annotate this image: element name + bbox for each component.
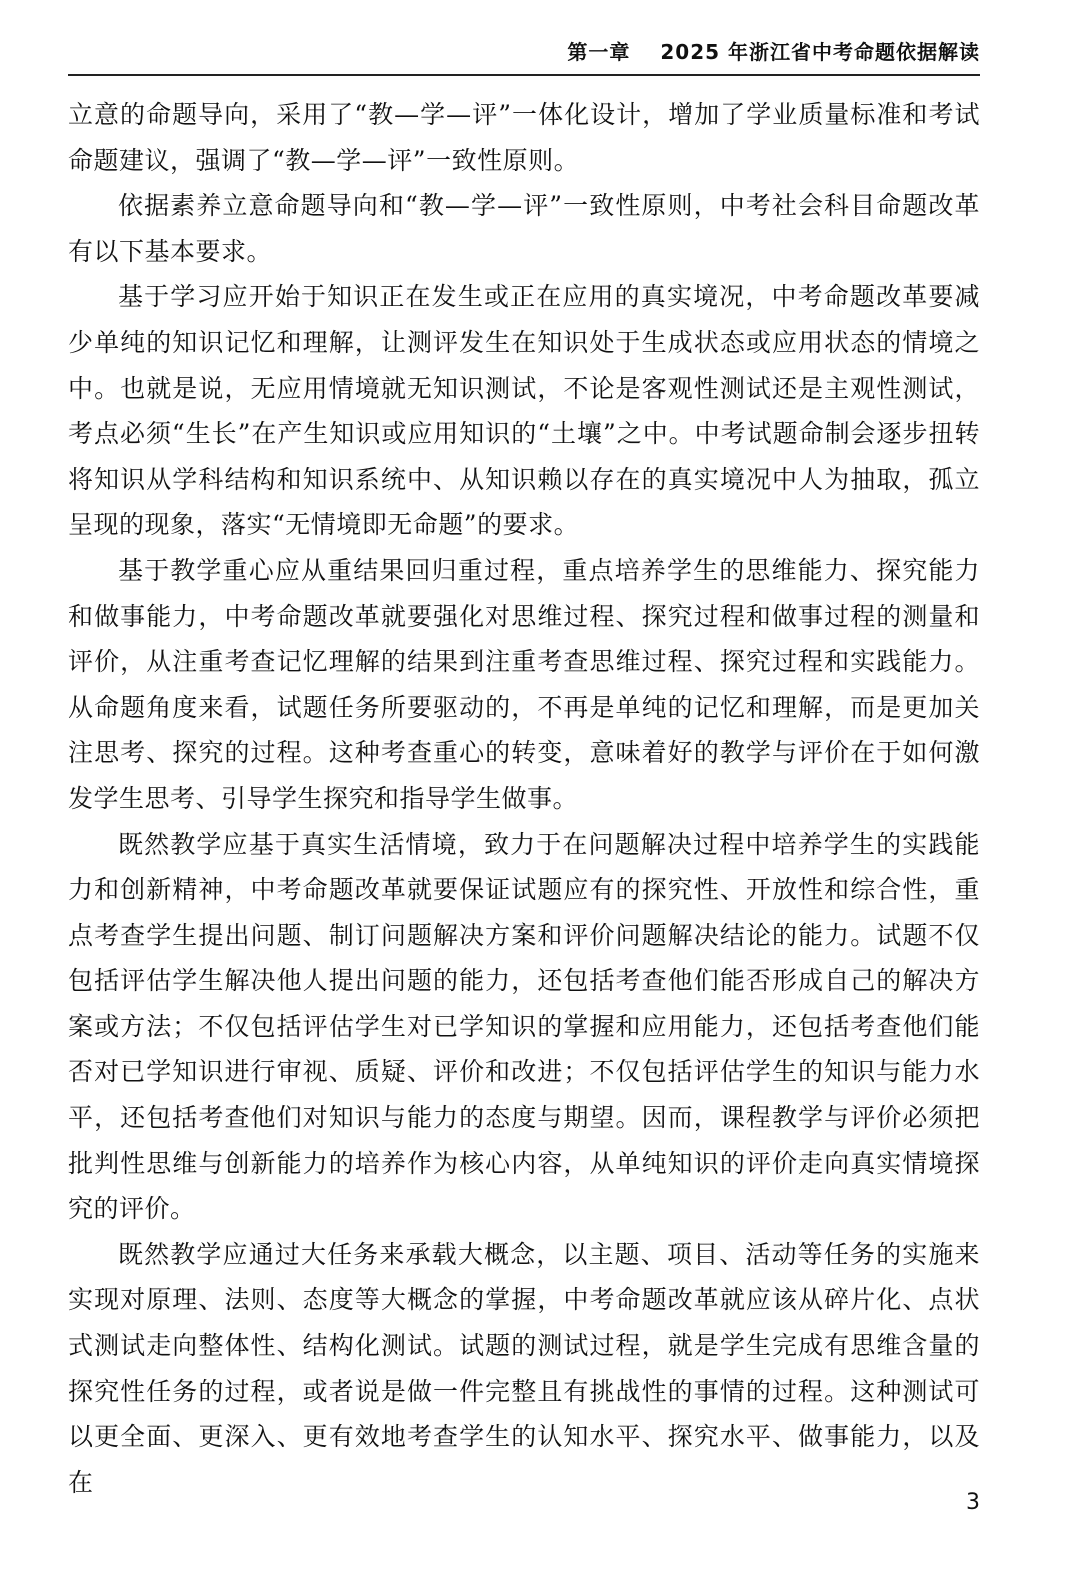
running-header [567, 36, 980, 65]
paragraph-4: 基于教学重心应从重结果回归重过程，重点培养学生的思维能力、探究能力和做事能力，中考命题改革就要强化对思维过程、探究过程和做事过程的测量和评价，从注重考查记忆理解的结果到注重考查思维过程、探究过程和实践能力。从命题角度来看，试题任务所要驱动的，不再是单纯的记忆和理解，而是更加关注思考、探究的过程。这种考查重心的转变，意味着好的教学与评价在于如何激发学生思考、引导学生探究和指导学生做事。 [68, 555, 980, 813]
paragraph-1: 立意的命题导向，采用了“教—学—评”一体化设计，增加了学业质量标准和考试命题建议，强调了“教—学—评”一致性原则。 [68, 100, 980, 175]
paragraph-5: 既然教学应基于真实生活情境，致力于在问题解决过程中培养学生的实践能力和创新精神，中考命题改革就要保证试题应有的探究性、开放性和综合性，重点考查学生提出问题、制订问题解决方案和评价问题解决结论的能力。试题不仅包括评估学生解决他人提出问题的能力，还包括考查他们能否形成自己的解决方案或方法；不仅包括评估学生对已学知识的掌握和应用能力，还包括考查他们能否对已学知识进行审视、质疑、评价和改进；不仅包括评估学生的知识与能力水平，还包括考查他们对知识与能力的态度与期望。因而，课程教学与评价必须把批判性思维与创新能力的培养作为核心内容，从单纯知识的评价走向真实情境探究的评价。 [68, 829, 980, 1224]
chapter-label: 第一章 [567, 40, 631, 64]
paragraph-2: 依据素养立意命题导向和“教—学—评”一致性原则，中考社会科目命题改革有以下基本要求。 [68, 191, 980, 266]
paragraph-3: 基于学习应开始于知识正在发生或正在应用的真实境况，中考命题改革要减少单纯的知识记忆和理解，让测评发生在知识处于生成状态或应用状态的情境之中。也就是说，无应用情境就无知识测试，不论是客观性测试还是主观性测试，考点必须“生长”在产生知识或应用知识的“土壤”之中。中考试题命制会逐步扭转将知识从学科结构和知识系统中、从知识赖以存在的真实境况中人为抽取，孤立呈现的现象，落实“无情境即无命题”的要求。 [68, 282, 980, 540]
paragraph-6: 既然教学应通过大任务来承载大概念，以主题、项目、活动等任务的实施来实现对原理、法则、态度等大概念的掌握，中考命题改革就应该从碎片化、点状式测试走向整体性、结构化测试。试题的测试过程，就是学生完成有思维含量的探究性任务的过程，或者说是做一件完整且有挑战性的事情的过程。这种测试可以更全面、更深入、更有效地考查学生的认知水平、探究水平、做事能力，以及在 [68, 1239, 980, 1497]
chapter-title: 2025 年浙江省中考命题依据解读 [660, 40, 980, 64]
header-divider [68, 74, 980, 76]
page-number: 3 [966, 1490, 980, 1515]
body-text [68, 92, 980, 1505]
